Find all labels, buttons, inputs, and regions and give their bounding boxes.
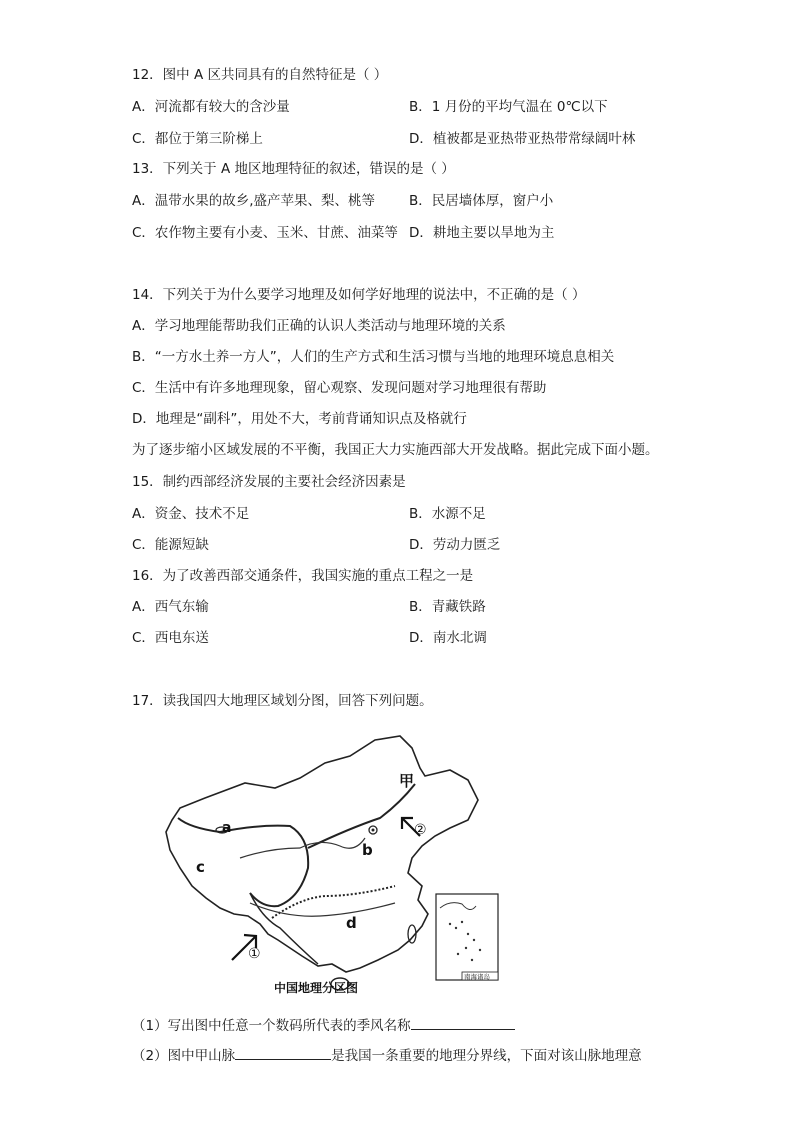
label-a: a — [222, 820, 232, 836]
yellow-river — [240, 838, 365, 858]
q12-option-c: C．都位于第三阶梯上 — [132, 131, 263, 147]
label-c: c — [196, 858, 205, 876]
q12-option-b: B．1 月份的平均气温在 0℃以下 — [409, 99, 608, 115]
q16-stem: 16．为了改善西部交通条件，我国实施的重点工程之一是 — [132, 568, 474, 584]
q13-option-b: B．民居墙体厚，窗户小 — [409, 193, 554, 209]
q17-sub2 — [132, 1045, 642, 1065]
q15-option-b: B．水源不足 — [409, 506, 486, 522]
china-outline — [166, 736, 478, 972]
q16-option-b: B．青藏铁路 — [409, 599, 486, 615]
arrow-2-label: ② — [414, 822, 427, 838]
q13-option-d: D．耕地主要以旱地为主 — [409, 225, 555, 241]
yangtze-river — [250, 903, 395, 916]
q14-stem: 14．下列关于为什么要学习地理及如何学好地理的说法中，不正确的是（ ） — [132, 287, 586, 303]
china-region-map — [150, 728, 510, 1000]
q14-option-a: A．学习地理能帮助我们正确的认识人类活动与地理环境的关系 — [132, 318, 506, 334]
q16-option-d: D．南水北调 — [409, 630, 487, 646]
q15-option-d: D．劳动力匮乏 — [409, 537, 501, 553]
q17-stem: 17．读我国四大地理区域划分图，回答下列问题。 — [132, 693, 433, 709]
arrow-1-label: ① — [248, 946, 261, 962]
q14-option-d: D．地理是“副科”，用处不大，考前背诵知识点及格就行 — [132, 411, 467, 427]
label-jia: 甲 — [399, 772, 415, 790]
q14-option-b: B．“一方水土养一方人”，人们的生产方式和生活习惯与当地的地理环境息息相关 — [132, 349, 615, 365]
inset-frame — [436, 894, 498, 980]
map-caption: 中国地理分区图 — [274, 981, 359, 995]
q15-stem: 15．制约西部经济发展的主要社会经济因素是 — [132, 474, 406, 490]
qinling-huaihe-boundary — [272, 886, 395, 918]
q14-option-c: C．生活中有许多地理现象，留心观察、发现问题对学习地理很有帮助 — [132, 380, 547, 396]
capital-dot — [372, 829, 375, 832]
q17-sub2-answer-blank[interactable] — [235, 1045, 331, 1060]
q15-option-a: A．资金、技术不足 — [132, 506, 250, 522]
q17-sub1-text: （1）写出图中任意一个数码所代表的季风名称 — [132, 1018, 411, 1034]
q13-option-a: A．温带水果的故乡,盛产苹果、梨、桃等 — [132, 193, 376, 209]
jia-mountain-line — [308, 784, 415, 848]
q17-sub1-answer-blank[interactable] — [411, 1015, 515, 1030]
q12-option-a: A．河流都有较大的含沙量 — [132, 99, 290, 115]
q17-sub1 — [132, 1015, 515, 1035]
section-intro: 为了逐步缩小区域发展的不平衡，我国正大力实施西部大开发战略。据此完成下面小题。 — [132, 442, 659, 458]
q16-option-c: C．西电东送 — [132, 630, 209, 646]
label-d: d — [346, 914, 357, 932]
q13-stem: 13．下列关于 A 地区地理特征的叙述，错误的是（ ） — [132, 161, 455, 177]
q12-stem: 12．图中 A 区共同具有的自然特征是（ ） — [132, 67, 388, 83]
q17-sub2-text-a: （2）图中甲山脉 — [132, 1048, 236, 1064]
q13-option-c: C．农作物主要有小麦、玉米、甘蔗、油菜等 — [132, 225, 398, 241]
inset-caption: 南海诸岛 — [464, 973, 490, 981]
q16-option-a: A．西气东输 — [132, 599, 209, 615]
q12-option-d: D．植被都是亚热带亚热带常绿阔叶林 — [409, 131, 636, 147]
q15-option-c: C．能源短缺 — [132, 537, 209, 553]
label-b: b — [362, 841, 373, 859]
q17-sub2-text-b: 是我国一条重要的地理分界线，下面对该山脉地理意 — [331, 1048, 642, 1064]
